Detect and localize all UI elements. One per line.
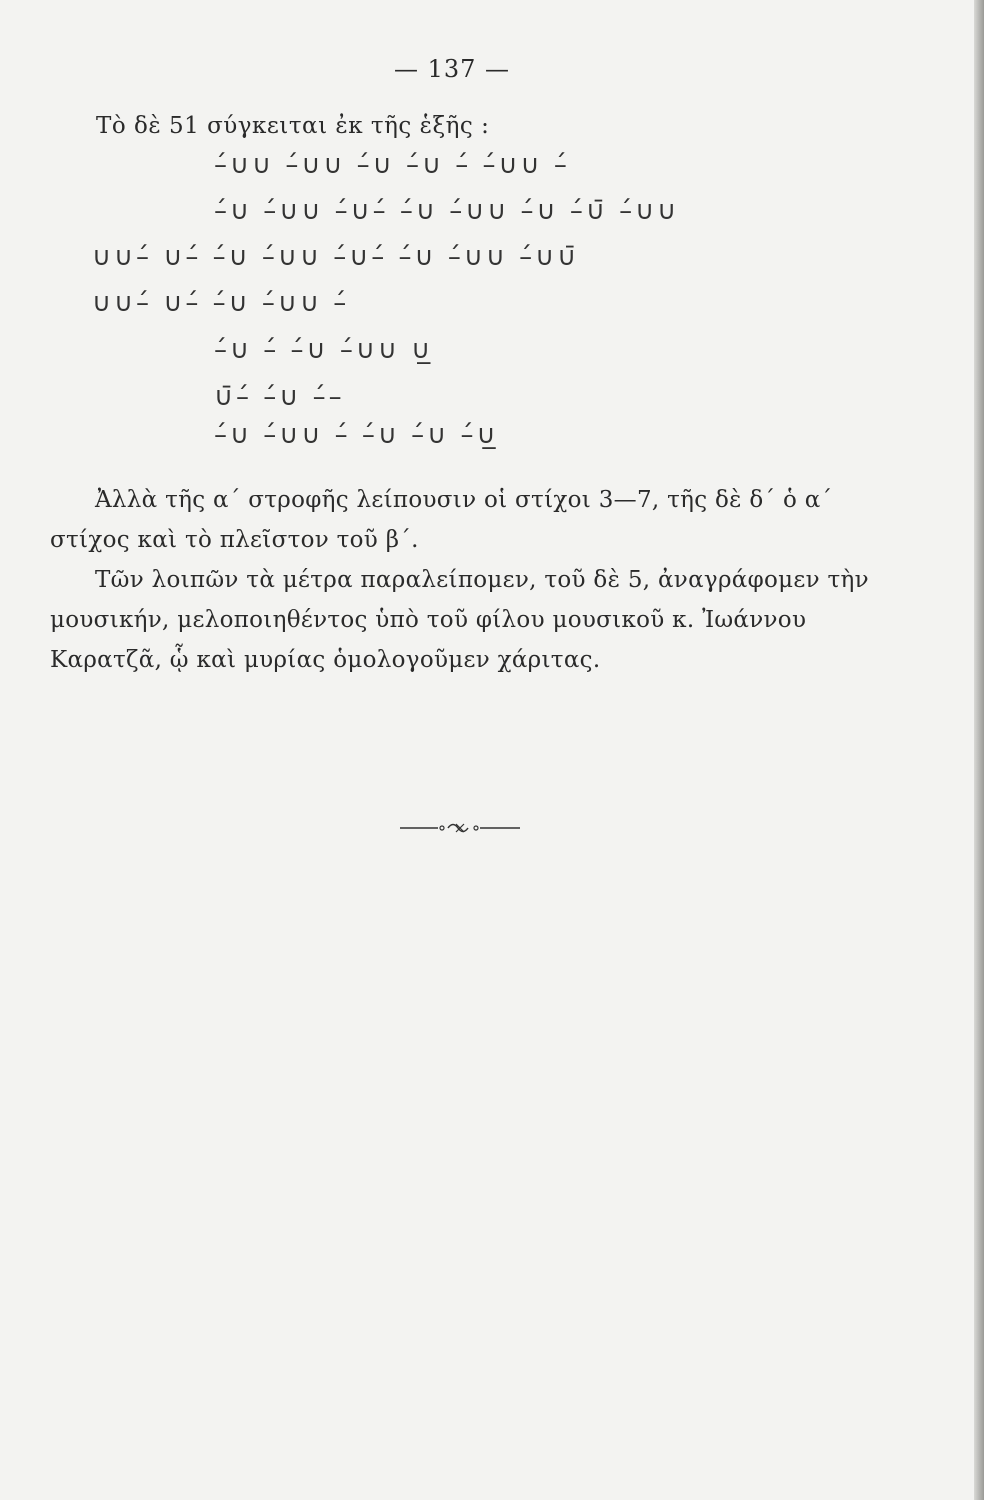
meter-line: ∪̄–́ –́∪ –́– <box>214 382 345 412</box>
meter-line: ∪∪–́ ∪–́ –́∪ –́∪∪ –́ <box>92 288 350 318</box>
meter-line: –́∪ –́∪∪ –́∪–́ –́∪ –́∪∪ –́∪ –́∪̄ –́∪∪ <box>214 196 680 226</box>
page-edge <box>974 0 984 1500</box>
meter-line: ∪∪–́ ∪–́ –́∪ –́∪∪ –́∪–́ –́∪ –́∪∪ –́∪∪̄ <box>92 242 580 272</box>
meter-line: –́∪∪ –́∪∪ –́∪ –́∪ –́ –́∪∪ –́ <box>214 150 570 180</box>
paragraph-music-note: Τῶν λοιπῶν τὰ μέτρα παραλείπομεν, τοῦ δὲ 5, ἀναγράφομεν τὴν μουσικήν, μελοποιηθέντος ὑπὸ τοῦ φίλου μουσικοῦ κ. Ἰωάννου Καρατζᾶ, ᾧ καὶ μυρίας ὁμολογοῦμεν χάριτας. <box>50 567 869 673</box>
meter-line: –́∪ –́ –́∪ –́∪∪ ∪̲ <box>214 335 434 365</box>
intro-line: Τὸ δὲ 51 σύγκειται ἐκ τῆς ἑξῆς : <box>96 113 490 139</box>
paragraph-omitted-lines: Ἀλλὰ τῆς α´ στροφῆς λείπουσιν οἱ στίχοι 3—7, τῆς δὲ δ´ ὁ α´ στίχος καὶ τὸ πλεῖστον τοῦ β´. <box>50 487 833 553</box>
meter-line: –́∪ –́∪∪ –́ –́∪ –́∪ –́∪̲ <box>214 420 499 450</box>
page-number: — 137 — <box>393 55 511 83</box>
decorative-rule-icon <box>400 818 520 838</box>
